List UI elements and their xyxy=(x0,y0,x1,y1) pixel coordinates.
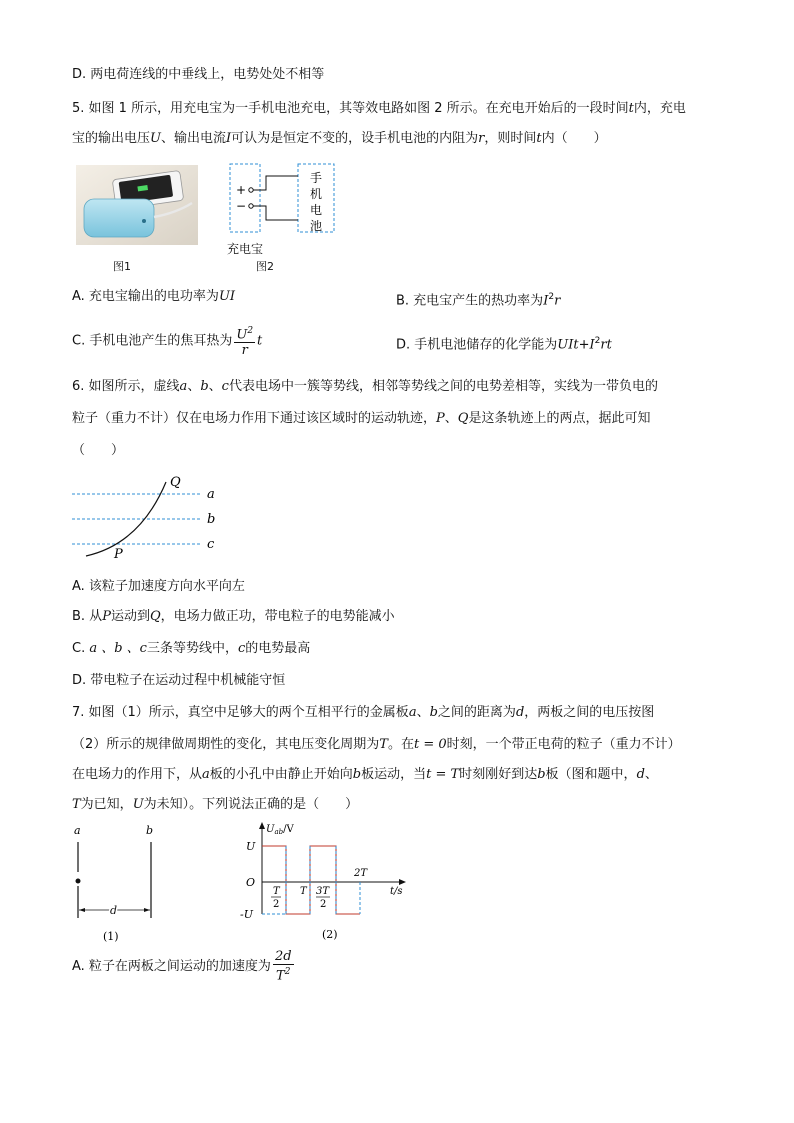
x-tick-t2-num: T xyxy=(273,886,280,897)
x-tick-3t2-num: 3T xyxy=(316,886,330,897)
q7-stem-line3: 在电场力的作用下，从a板的小孔中由静止开始向b板运动，当t = T时刻刚好到达b板（图和题中，d、 xyxy=(72,767,658,782)
q6-stem-line2: 粒子（重力不计）仅在电场力作用下通过该区域时的运动轨迹，P、Q是这条轨迹上的两点，据此可知 xyxy=(72,411,651,426)
parallel-plates-diagram xyxy=(70,822,170,944)
circuit-minus-label: − xyxy=(236,199,247,213)
distance-d-label: d xyxy=(110,904,118,917)
line-b-label: b xyxy=(207,512,216,527)
fig1-caption: 图1 xyxy=(113,260,131,273)
line-a-label: a xyxy=(207,487,215,502)
q7-stem-line2: （2）所示的规律做周期性的变化，其电压变化周期为T。在t = 0时刻，一个带正电荷的粒子（重力不计） xyxy=(72,737,681,752)
q4-option-d: D. 两电荷连线的中垂线上，电势处处不相等 xyxy=(72,67,325,82)
q5-stem-line1: 5. 如图 1 所示，用充电宝为一手机电池充电，其等效电路如图 2 所示。在充电开始后的一段时间t内，充电 xyxy=(72,101,686,116)
x-axis-label: t/s xyxy=(390,886,403,897)
fig2-caption: 图2 xyxy=(256,260,274,273)
voltage-waveform-graph xyxy=(240,818,420,944)
q6-option-a: A. 该粒子加速度方向水平向左 xyxy=(72,579,245,594)
phone-char-1: 手 xyxy=(310,171,323,185)
power-bank-photo xyxy=(76,165,198,245)
q6-stem-line1: 6. 如图所示，虚线a、b、c代表电场中一簇等势线，相邻等势线之间的电势差相等，实线为一带负电的 xyxy=(72,379,658,394)
phone-char-3: 电 xyxy=(310,203,323,217)
x-tick-3t2-den: 2 xyxy=(320,899,327,910)
q5-option-c: C. 手机电池产生的焦耳热为 $\frac{U^2}{r}$ t xyxy=(72,326,263,359)
q7-stem-line4: T为已知，U为未知）。下列说法正确的是（ ） xyxy=(72,797,359,812)
point-p-label: P xyxy=(114,547,123,562)
q5-stem-line2: 宝的输出电压U、输出电流I可认为是恒定不变的，设手机电池的内阻为r，则时间t内（ ） xyxy=(72,131,607,146)
q7-option-a: A. 粒子在两板之间运动的加速度为 $\frac{2d}{T^2}$ xyxy=(72,949,292,984)
phone-char-4: 池 xyxy=(310,219,323,233)
plate-a-label: a xyxy=(74,824,81,837)
q7-stem-line1: 7. 如图（1）所示，真空中足够大的两个互相平行的金属板a、b之间的距离为d，两板之间的电压按图 xyxy=(72,705,655,720)
q5-option-a: A. 充电宝输出的电功率为UI xyxy=(72,289,236,304)
plate-b-label: b xyxy=(146,824,154,837)
circuit-plus-label: + xyxy=(236,183,247,197)
q6-option-b: B. 从P运动到Q，电场力做正功，带电粒子的电势能减小 xyxy=(72,609,395,624)
y-tick-neg-u: -U xyxy=(240,908,253,921)
x-tick-t: T xyxy=(300,886,307,897)
equipotential-trajectory-diagram xyxy=(70,472,230,562)
q5-option-b: B. 充电宝产生的热功率为$I^2r$ xyxy=(396,292,561,309)
y-tick-u: U xyxy=(246,840,256,853)
point-q-label: Q xyxy=(170,475,181,490)
fig2-power-bank-label: 充电宝 xyxy=(227,242,264,256)
q6-option-c: C. a 、b 、c三条等势线中，c的电势最高 xyxy=(72,641,311,656)
origin-label: O xyxy=(246,876,256,889)
q6-stem-line3: （ ） xyxy=(72,443,125,458)
q5-option-d: D. 手机电池储存的化学能为$UIt+I^2rt$ xyxy=(396,336,612,353)
q6-option-d: D. 带电粒子在运动过程中机械能守恒 xyxy=(72,673,286,688)
phone-char-2: 机 xyxy=(310,187,323,201)
fig1-caption: (1) xyxy=(103,930,119,943)
fig2-caption: (2) xyxy=(322,928,338,941)
x-tick-t2-den: 2 xyxy=(273,899,280,910)
x-tick-2t: 2T xyxy=(354,868,368,879)
y-axis-label: $U_{ab}/V$ xyxy=(266,824,294,836)
line-c-label: c xyxy=(207,537,215,552)
